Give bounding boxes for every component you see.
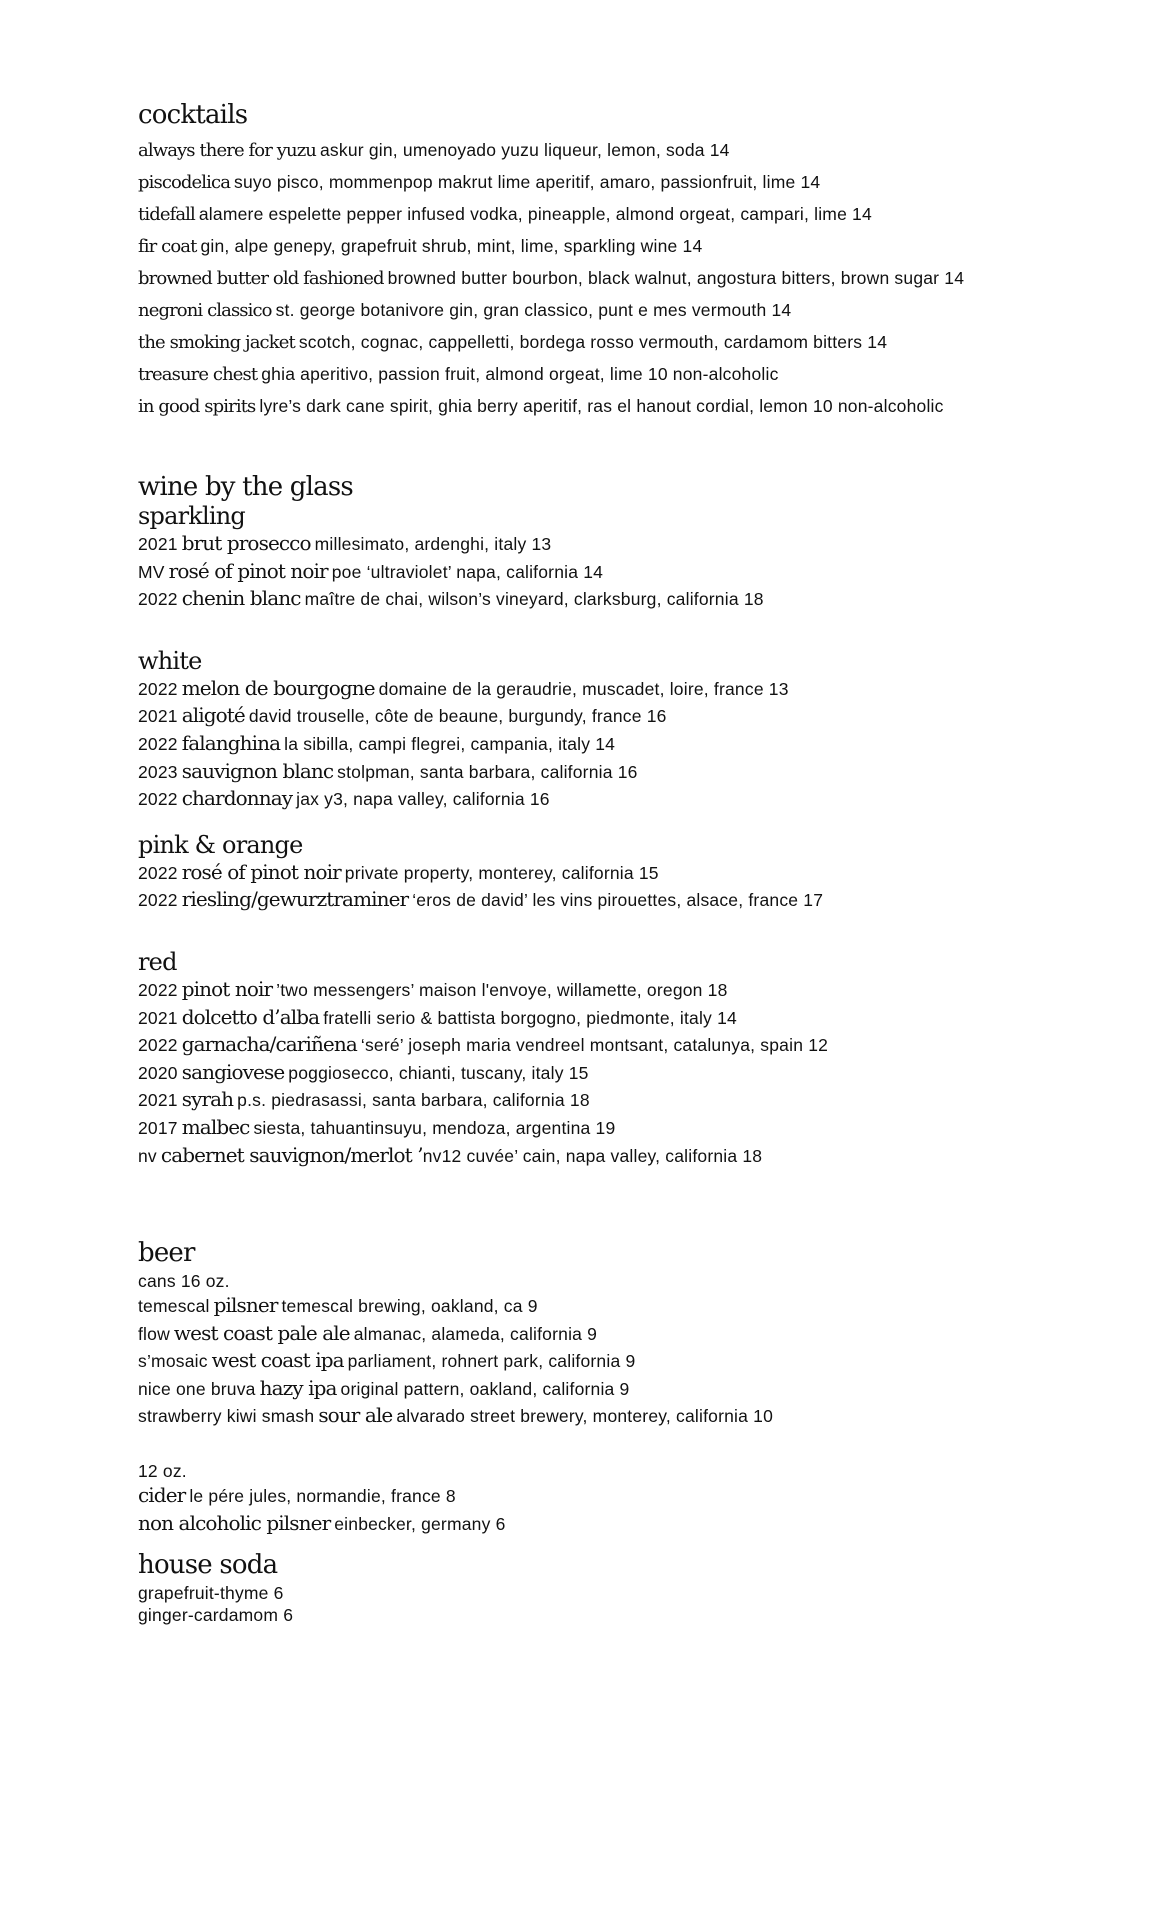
wine-desc: ’two messengers’ maison l'envoye, willamette, oregon 18 bbox=[276, 979, 728, 1000]
wine-title: wine by the glass bbox=[138, 472, 353, 502]
wine-name: syrah bbox=[181, 1087, 234, 1112]
beer-item bbox=[138, 1402, 1138, 1430]
wine-desc: domaine de la geraudrie, muscadet, loire, france 13 bbox=[378, 678, 789, 699]
cocktail-desc: gin, alpe genepy, grapefruit shrub, mint, lime, sparkling wine 14 bbox=[200, 236, 703, 256]
soda-section bbox=[138, 1550, 1138, 1626]
wine-desc: ‘seré’ joseph maria vendreel montsant, catalunya, spain 12 bbox=[360, 1035, 829, 1056]
wine-year: 2022 bbox=[138, 890, 178, 911]
wine-name: rosé of pinot noir bbox=[181, 859, 341, 884]
wine-item bbox=[138, 1114, 1138, 1142]
wine-desc: nv12 cuvée’ cain, napa valley, california 18 bbox=[422, 1145, 763, 1166]
cocktail-name: negroni classico bbox=[138, 300, 272, 321]
wine-desc: jax y3, napa valley, california 16 bbox=[296, 789, 550, 810]
wine-name: chardonnay bbox=[181, 786, 293, 811]
cocktail-desc: lyre’s dark cane spirit, ghia berry aperitif, ras el hanout cordial, lemon 10 non-alcoholic bbox=[259, 396, 944, 416]
cocktail-item bbox=[138, 166, 964, 198]
beer-item bbox=[138, 1320, 1138, 1348]
cocktail-desc: suyo pisco, mommenpop makrut lime aperitif, amaro, passionfruit, lime 14 bbox=[234, 172, 821, 192]
sparkling-title: sparkling bbox=[138, 502, 245, 530]
wine-desc: poe ‘ultraviolet’ napa, california 14 bbox=[331, 561, 604, 582]
wine-name: cabernet sauvignon/merlot ’ bbox=[160, 1142, 423, 1167]
cocktail-name: the smoking jacket bbox=[138, 332, 295, 353]
wine-item bbox=[138, 1086, 1138, 1114]
wine-section bbox=[138, 472, 1138, 1169]
beer-section bbox=[138, 1238, 1138, 1537]
beer-item bbox=[138, 1482, 1138, 1510]
beer-item bbox=[138, 1347, 1138, 1375]
cocktail-item bbox=[138, 230, 964, 262]
wine-year: 2023 bbox=[138, 761, 178, 782]
cans-label: cans 16 oz. bbox=[138, 1271, 230, 1291]
beer-style: west coast pale ale bbox=[173, 1320, 350, 1345]
wine-name: melon de bourgogne bbox=[181, 675, 375, 700]
cocktail-desc: alamere espelette pepper infused vodka, pineapple, almond orgeat, campari, lime 14 bbox=[198, 204, 872, 224]
wine-name: aligoté bbox=[181, 703, 245, 728]
beer-desc: temescal brewing, oakland, ca 9 bbox=[281, 1296, 538, 1316]
wine-name: sauvignon blanc bbox=[181, 758, 334, 783]
red-title: red bbox=[138, 947, 177, 976]
cocktail-item bbox=[138, 358, 964, 390]
cocktails-section bbox=[138, 100, 964, 422]
cocktails-list bbox=[138, 134, 964, 422]
cocktail-name: treasure chest bbox=[138, 364, 258, 385]
pink-orange-group bbox=[138, 831, 1138, 914]
wine-year: 2021 bbox=[138, 534, 178, 554]
wine-desc: private property, monterey, california 15 bbox=[344, 862, 659, 883]
wine-desc: maître de chai, wilson’s vineyard, clarksburg, california 18 bbox=[304, 589, 764, 610]
beer-prefix: temescal bbox=[138, 1296, 210, 1316]
wine-name: rosé of pinot noir bbox=[168, 558, 328, 583]
wine-item bbox=[138, 976, 1138, 1004]
wine-item bbox=[138, 530, 1138, 558]
wine-item bbox=[138, 1004, 1138, 1032]
beer-style: west coast ipa bbox=[211, 1348, 344, 1373]
red-group bbox=[138, 948, 1138, 1169]
wine-item bbox=[138, 1142, 1138, 1170]
wine-year: 2022 bbox=[138, 862, 178, 883]
cocktail-item bbox=[138, 198, 964, 230]
cocktail-desc: st. george botanivore gin, gran classico, punt e mes vermouth 14 bbox=[275, 300, 792, 320]
white-title: white bbox=[138, 646, 202, 675]
wine-year: 2021 bbox=[138, 1007, 178, 1028]
pink-orange-title: pink & orange bbox=[138, 830, 303, 859]
wine-name: pinot noir bbox=[181, 976, 273, 1001]
wine-desc: ‘eros de david’ les vins pirouettes, alsace, france 17 bbox=[412, 890, 824, 911]
wine-item bbox=[138, 785, 1138, 813]
beer-desc: parliament, rohnert park, california 9 bbox=[347, 1351, 636, 1372]
soda-item: grapefruit-thyme 6 bbox=[138, 1583, 284, 1603]
wine-year: 2022 bbox=[138, 733, 178, 754]
wine-item bbox=[138, 886, 1138, 914]
cocktails-title: cocktails bbox=[138, 100, 248, 130]
beer-prefix: nice one bruva bbox=[138, 1378, 256, 1399]
wine-name: malbec bbox=[181, 1114, 250, 1139]
wine-year: 2022 bbox=[138, 789, 178, 810]
wine-desc: stolpman, santa barbara, california 16 bbox=[337, 761, 638, 782]
wine-item bbox=[138, 1031, 1138, 1059]
beer-style: pilsner bbox=[213, 1293, 278, 1317]
beer-prefix: flow bbox=[138, 1323, 170, 1344]
wine-year: MV bbox=[138, 561, 165, 582]
wine-year: 2022 bbox=[138, 678, 178, 699]
cocktail-name: always there for yuzu bbox=[138, 140, 316, 161]
wine-year: 2022 bbox=[138, 589, 178, 610]
wine-year: 2021 bbox=[138, 706, 178, 727]
wine-item bbox=[138, 702, 1138, 730]
wine-item bbox=[138, 730, 1138, 758]
wine-item bbox=[138, 758, 1138, 786]
cocktail-item bbox=[138, 294, 964, 326]
beer-style: hazy ipa bbox=[259, 1375, 337, 1400]
beer-desc: almanac, alameda, california 9 bbox=[353, 1323, 598, 1344]
beer-title: beer bbox=[138, 1238, 195, 1268]
wine-name: sangiovese bbox=[181, 1059, 285, 1084]
beer-item bbox=[138, 1292, 1138, 1320]
cocktail-name: in good spirits bbox=[138, 396, 256, 417]
beer-desc: alvarado street brewery, monterey, california 10 bbox=[396, 1406, 773, 1427]
wine-year: 2022 bbox=[138, 1035, 178, 1056]
wine-year: nv bbox=[138, 1145, 157, 1166]
beer-style: non alcoholic pilsner bbox=[138, 1510, 331, 1535]
wine-desc: la sibilla, campi flegrei, campania, italy 14 bbox=[284, 733, 616, 754]
wine-year: 2020 bbox=[138, 1062, 178, 1083]
wine-year: 2017 bbox=[138, 1117, 178, 1138]
wine-item bbox=[138, 859, 1138, 887]
bottle-label: 12 oz. bbox=[138, 1460, 187, 1481]
cocktail-desc: askur gin, umenoyado yuzu liqueur, lemon, soda 14 bbox=[319, 140, 730, 160]
wine-desc: fratelli serio & battista borgogno, piedmonte, italy 14 bbox=[323, 1007, 737, 1028]
cocktail-item bbox=[138, 326, 964, 358]
beer-desc: le pére jules, normandie, france 8 bbox=[189, 1485, 456, 1506]
wine-name: garnacha/cariñena bbox=[181, 1032, 357, 1057]
beer-prefix: s’mosaic bbox=[138, 1351, 208, 1372]
wine-item bbox=[138, 675, 1138, 703]
beer-prefix: strawberry kiwi smash bbox=[138, 1406, 315, 1427]
wine-year: 2022 bbox=[138, 979, 178, 1000]
beer-desc: einbecker, germany 6 bbox=[334, 1513, 506, 1534]
beer-desc: original pattern, oakland, california 9 bbox=[340, 1378, 630, 1399]
cocktail-item bbox=[138, 134, 964, 166]
cocktail-desc: scotch, cognac, cappelletti, bordega rosso vermouth, cardamom bitters 14 bbox=[298, 332, 888, 352]
wine-desc: david trouselle, côte de beaune, burgundy, france 16 bbox=[248, 706, 667, 727]
wine-name: brut prosecco bbox=[181, 531, 311, 555]
wine-name: riesling/gewurztraminer bbox=[181, 887, 409, 912]
beer-item bbox=[138, 1510, 1138, 1538]
beer-style: cider bbox=[138, 1482, 186, 1507]
soda-item: ginger-cardamom 6 bbox=[138, 1605, 294, 1625]
wine-item bbox=[138, 1059, 1138, 1087]
white-group bbox=[138, 647, 1138, 813]
cocktail-desc: browned butter bourbon, black walnut, angostura bitters, brown sugar 14 bbox=[387, 268, 965, 288]
wine-item bbox=[138, 585, 1138, 613]
cocktail-desc: ghia aperitivo, passion fruit, almond orgeat, lime 10 non-alcoholic bbox=[261, 364, 779, 384]
cocktail-name: tidefall bbox=[138, 204, 195, 225]
wine-item bbox=[138, 558, 1138, 586]
cocktail-item bbox=[138, 390, 964, 422]
wine-year: 2021 bbox=[138, 1090, 178, 1111]
sparkling-group bbox=[138, 502, 1138, 613]
wine-name: dolcetto d’alba bbox=[181, 1004, 320, 1029]
wine-desc: millesimato, ardenghi, italy 13 bbox=[314, 534, 552, 554]
wine-name: falanghina bbox=[181, 730, 281, 755]
wine-name: chenin blanc bbox=[181, 586, 301, 611]
cocktail-name: browned butter old fashioned bbox=[138, 268, 384, 289]
cocktail-name: piscodelica bbox=[138, 172, 231, 193]
wine-desc: poggiosecco, chianti, tuscany, italy 15 bbox=[288, 1062, 589, 1083]
wine-desc: p.s. piedrasassi, santa barbara, california 18 bbox=[237, 1090, 590, 1111]
soda-title: house soda bbox=[138, 1550, 278, 1580]
cocktail-item bbox=[138, 262, 964, 294]
cocktail-name: fir coat bbox=[138, 236, 197, 257]
beer-style: sour ale bbox=[318, 1403, 393, 1428]
wine-desc: siesta, tahuantinsuyu, mendoza, argentina 19 bbox=[253, 1117, 616, 1138]
beer-item bbox=[138, 1375, 1138, 1403]
